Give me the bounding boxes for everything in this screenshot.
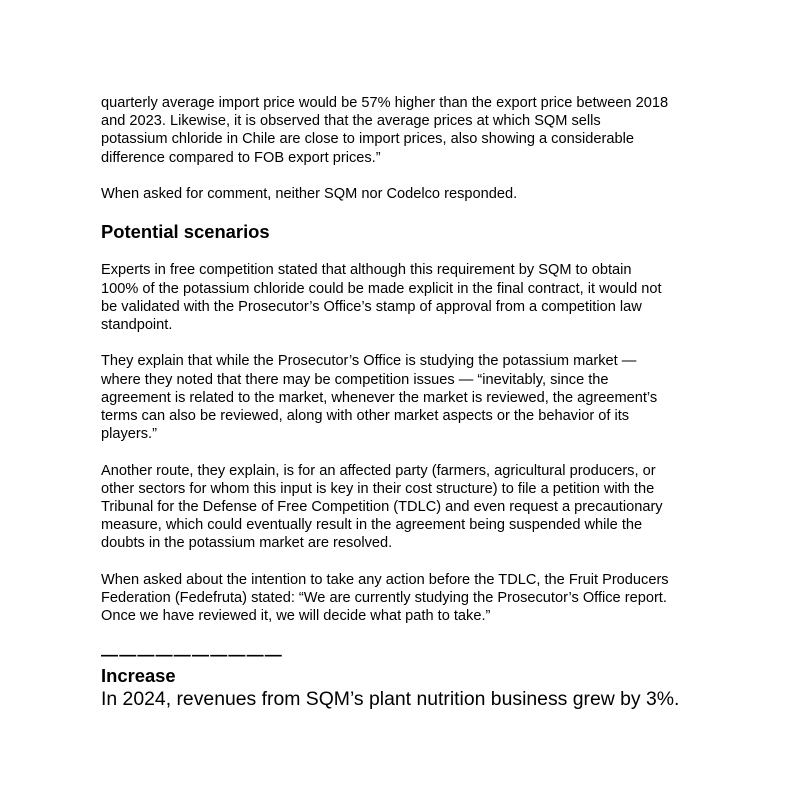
paragraph-prosecutor-study: They explain that while the Prosecutor’s Office is studying the potassium market — where they noted that there may be competition issues — “inevitably, since the agreement is related to the market, whenever the market is reviewed, the agreement’s terms can also be reviewed, along with other market aspects or the behavior of its players.” (101, 353, 658, 443)
highlight-heading: Increase (101, 665, 176, 686)
paragraph-import-price: quarterly average import price would be 57% higher than the export price between 2018 and 2023. Likewise, it is observed that the average prices at which SQM sells potassium chloride in Chile are close to import prices, also showing a considerable difference compared to FOB export prices.” (101, 95, 669, 166)
section-heading: Potential scenarios (101, 221, 270, 243)
paragraph-no-comment: When asked for comment, neither SQM nor Codelco responded. (101, 186, 518, 202)
paragraph-experts: Experts in free competition stated that although this requirement by SQM to obtain 100% of the potassium chloride could be made explicit in the final contract, it would not be validated with the Prosecutor’s Office’s stamp of approval from a competition law standpoint. (101, 262, 662, 333)
article-body (101, 94, 721, 644)
highlight-text: In 2024, revenues from SQM’s plant nutrition business grew by 3%. (101, 688, 680, 710)
paragraph-fedefruta: When asked about the intention to take any action before the TDLC, the Fruit Producers Federation (Fedefruta) stated: “We are currently studying the Prosecutor’s Office report. Once we have reviewed it, we will decide what path to take.” (101, 571, 669, 625)
paragraph-another-route: Another route, they explain, is for an affected party (farmers, agricultural producers, or other sectors for whom this input is key in their cost structure) to file a petition with the Tribunal for the Defense of Free Competition (TDLC) and even request a precautionary measure, which could eventually result in the agreement being suspended while the doubts in the potassium market are resolved. (101, 462, 663, 552)
highlight-box (101, 646, 721, 711)
dash-divider: —————————— (101, 645, 283, 664)
